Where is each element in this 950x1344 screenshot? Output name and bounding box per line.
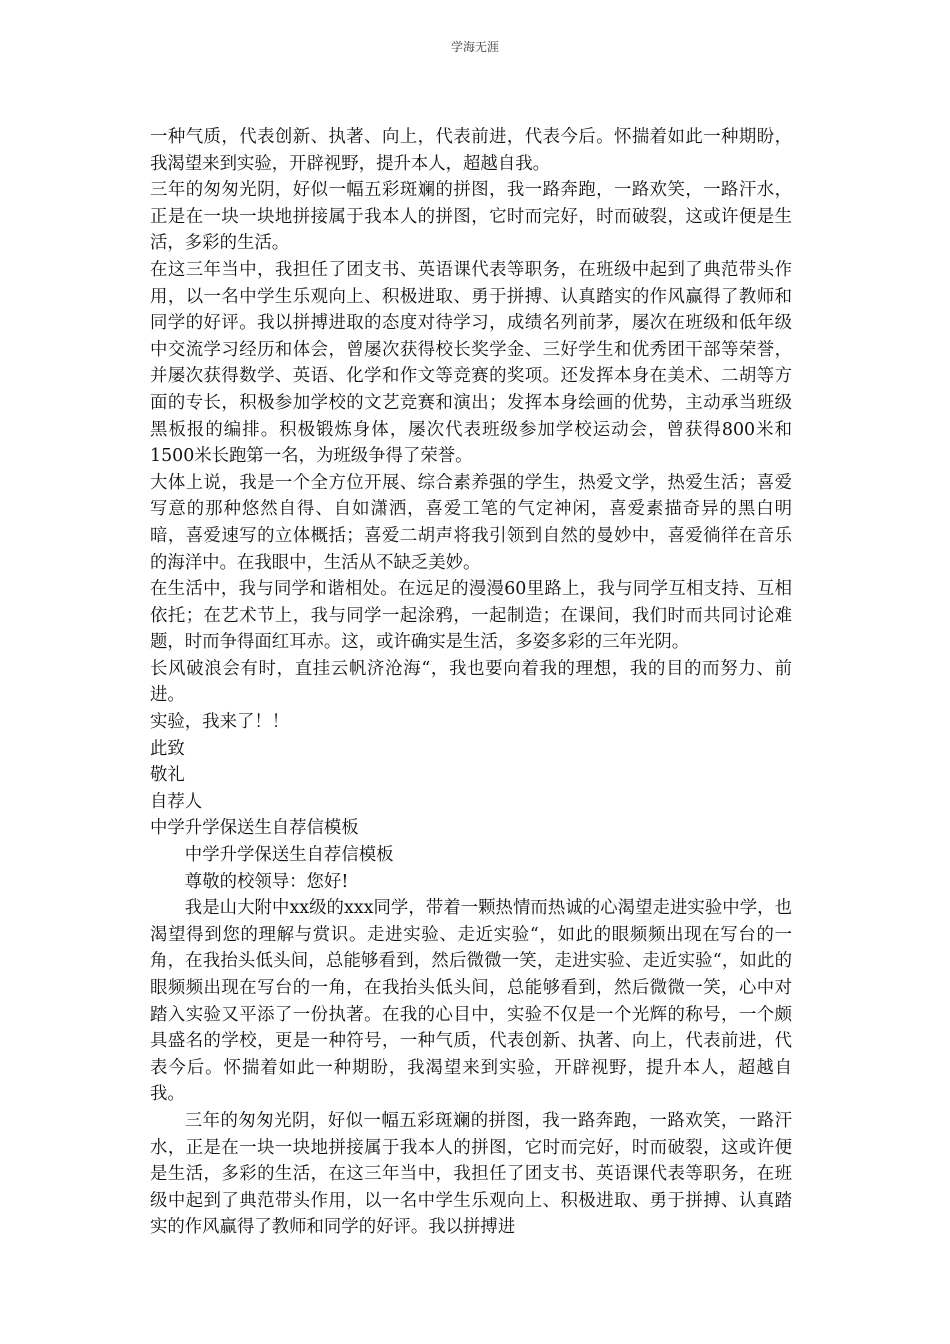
paragraph: 在这三年当中，我担任了团支书、英语课代表等职务，在班级中起到了典范带头作用，以一名中学生乐观向上、积极进取、勇于拼搏、认真踏实的作风赢得了教师和同学的好评。我以拼搏进取的态度对待学习，成绩名列前茅，屡次在班级和低年级中交流学习经历和体会，曾屡次获得校长奖学金、三好学生和优秀团干部等荣誉，并屡次获得数学、英语、化学和作文等竞赛的奖项。还发挥本身在美术、二胡等方面的专长，积极参加学校的文艺竞赛和演出；发挥本身绘画的优势，主动承当班级黑板报的编排。积极锻炼身体，屡次代表班级参加学校运动会，曾获得800米和1500米长跑第一名，为班级争得了荣誉。 xyxy=(150,259,792,467)
paragraph: 实验，我来了！！ xyxy=(150,712,290,733)
salutation: 尊敬的校领导：您好! xyxy=(184,871,349,892)
signature-line: 自荐人 xyxy=(150,791,203,812)
closing-line: 敬礼 xyxy=(150,765,185,786)
document-body xyxy=(150,124,792,1241)
paragraph: 三年的匆匆光阴，好似一幅五彩斑斓的拼图，我一路奔跑，一路欢笑，一路汗水，正是在一块一块地拼接属于我本人的拼图，它时而完好，时而破裂，这或许便是生活，多彩的生活，在这三年当中，我担任了团支书、英语课代表等职务，在班级中起到了典范带头作用，以一名中学生乐观向上、积极进取、勇于拼搏、认真踏实的作风赢得了教师和同学的好评。我以拼搏进 xyxy=(150,1110,792,1238)
paragraph: 一种气质，代表创新、执著、向上，代表前进，代表今后。怀揣着如此一种期盼，我渴望来到实验，开辟视野，提升本人，超越自我。 xyxy=(150,127,792,174)
section-title: 中学升学保送生自荐信模板 xyxy=(184,845,394,866)
paragraph: 我是山大附中xx级的xxx同学，带着一颗热情而热诚的心渴望走进实验中学，也渴望得到您的理解与赏识。走进实验、走近实验“，如此的眼频频出现在写台的一角，在我抬头低头间，总能够看到，然后微微一笑，走进实验、走近实验“，如此的眼频频出现在写台的一角，在我抬头低头间，总能够看到，然后微微一笑，心中对踏入实验又平添了一份执著。在我的心目中，实验不仅是一个光辉的称号，一个颇具盛名的学校，更是一种符号，一种气质，代表创新、执著、向上，代表前进，代表今后。怀揣着如此一种期盼，我渴望来到实验，开辟视野，提升本人，超越自我。 xyxy=(150,898,792,1105)
paragraph: 在生活中，我与同学和谐相处。在远足的漫漫60里路上，我与同学互相支持、互相依托；在艺术节上，我与同学一起涂鸦，一起制造；在课间，我们时而共同讨论难题，时而争得面红耳赤。这，或许确实是生活，多姿多彩的三年光阴。 xyxy=(150,579,792,653)
paragraph: 大体上说，我是一个全方位开展、综合素养强的学生，热爱文学，热爱生活；喜爱写意的那种悠然自得、自如潇洒，喜爱工笔的气定神闲，喜爱素描奇异的黑白明暗，喜爱速写的立体概括；喜爱二胡声将我引领到自然的曼妙中，喜爱徜徉在音乐的海洋中。在我眼中，生活从不缺乏美妙。 xyxy=(150,472,792,573)
paragraph: 长风破浪会有时，直挂云帆济沧海“，我也要向着我的理想，我的目的而努力、前进。 xyxy=(150,658,792,706)
paragraph: 三年的匆匆光阴，好似一幅五彩斑斓的拼图，我一路奔跑，一路欢笑，一路汗水，正是在一块一块地拼接属于我本人的拼图，它时而完好，时而破裂，这或许便是生活，多彩的生活。 xyxy=(150,180,792,254)
section-title: 中学升学保送生自荐信模板 xyxy=(150,818,359,839)
page-header: 学海无涯 xyxy=(450,40,499,54)
closing-line: 此致 xyxy=(150,738,185,759)
